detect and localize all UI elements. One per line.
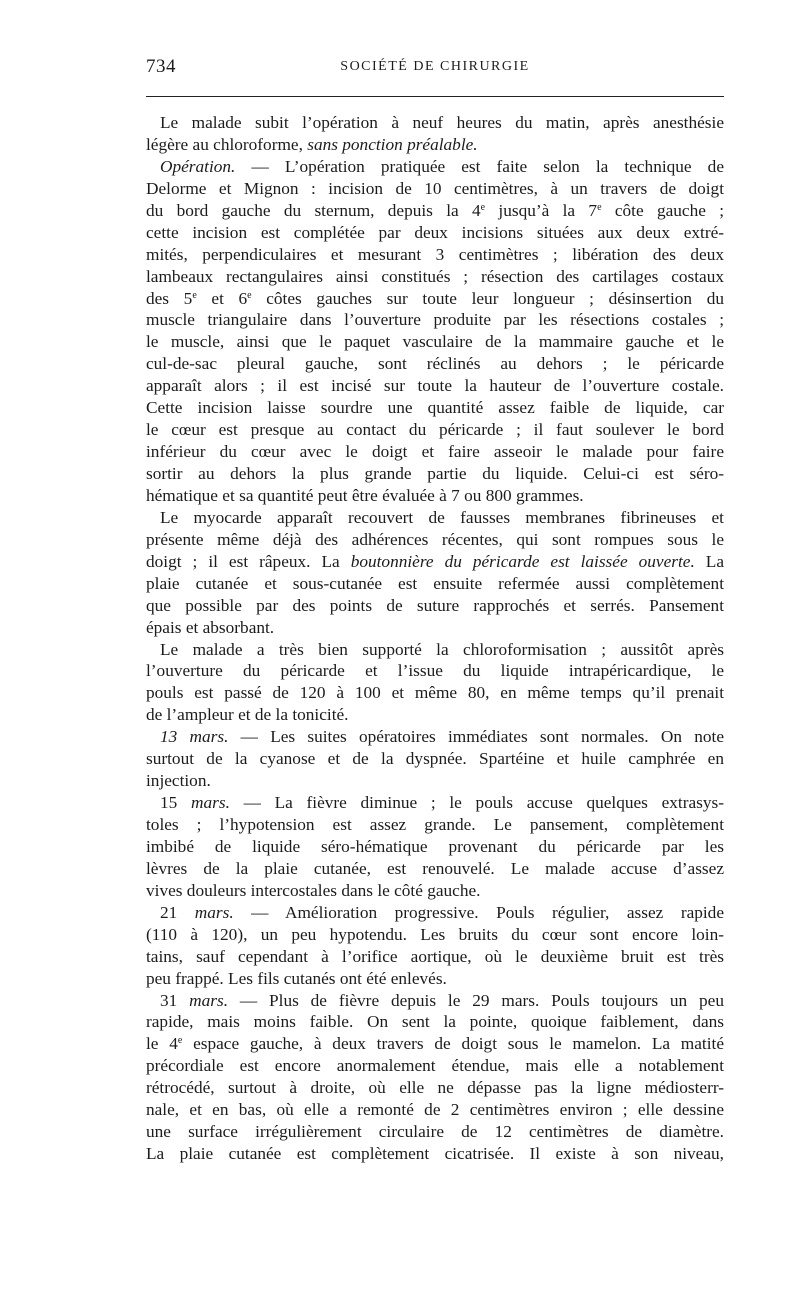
text-segment: injection. [146,771,211,791]
text-segment: jusqu’à la 7 [485,200,598,220]
text-line [146,836,724,858]
text-segment: La plaie cutanée est complètement cicatrisée. Il existe à son niveau, [146,1144,724,1164]
italic-text: sans ponction préalable. [307,134,478,154]
text-line [146,507,724,529]
running-head: SOCIÉTÉ DE CHIRURGIE [340,59,530,74]
text-line [146,331,724,353]
text-segment: 21 [160,902,195,922]
text-line [146,156,724,178]
text-line [146,288,724,310]
text-line [146,419,724,441]
text-line [146,1121,724,1143]
text-segment: côte gauche ; [601,200,724,220]
text-line [146,946,724,968]
text-line [146,441,724,463]
text-segment: une surface irrégulièrement circulaire de 12 centimètres de diamètre. [146,1122,724,1142]
text-segment: espace gauche, à deux travers de doigt sous le mamelon. La matité [182,1034,724,1054]
text-segment: 31 [160,990,190,1010]
text-segment: lèvres de la plaie cutanée, est renouvelé. Le malade accuse d’assez [146,858,724,878]
text-line [146,704,724,726]
text-segment: du bord gauche du sternum, depuis la 4 [146,200,481,220]
text-line [146,375,724,397]
text-segment: épais et absorbant. [146,617,275,637]
text-segment: — Amélioration progressive. Pouls régulier, assez rapide [233,902,724,922]
text-line [146,222,724,244]
text-segment: hématique et sa quantité peut être évaluée à 7 ou 800 grammes. [146,485,584,505]
text-segment: — La fièvre diminue ; le pouls accuse quelques extrasys- [229,793,724,813]
text-line [146,595,724,617]
text-line [146,639,724,661]
text-line [146,1099,724,1121]
italic-text: Opération. [160,156,236,176]
text-segment: des 5 [146,288,193,308]
text-segment: Cette incision laisse sourdre une quantité assez faible de liquide, car [146,398,724,418]
text-segment: le muscle, ainsi que le paquet vasculaire de la mammaire gauche et le [146,332,724,352]
italic-text: mars. [194,902,234,922]
superscript: e [177,1035,183,1047]
text-line [146,968,724,990]
text-segment: cette incision est complétée par deux incisions situées aux deux extré- [146,222,724,242]
text-segment: le cœur est presque au contact du péricarde ; il faut soulever le bord [146,420,724,440]
text-line [146,551,724,573]
text-segment: mités, perpendiculaires et mesurant 3 centimètres ; libération des deux [146,244,724,264]
superscript: e [192,289,197,301]
text-segment: vives douleurs intercostales dans le côté gauche. [146,880,481,900]
text-segment: que possible par des points de suture rapprochés et serrés. Pansement [146,595,724,615]
text-segment: apparaît alors ; il est incisé sur toute la hauteur de l’ouverture costale. [146,376,724,396]
text-segment: lambeaux rectangulaires ainsi constitués ; résection des cartilages costaux [146,266,724,286]
text-line [146,990,724,1012]
text-segment: cul-de-sac pleural gauche, sont réclinés au dehors ; le péricarde [146,354,724,374]
text-segment: tains, sauf cependant à l’orifice aortique, où le deuxième bruit est très [146,946,724,966]
text-segment: La [694,551,724,571]
text-segment: Le myocarde apparaît recouvert de fausses membranes fibrineuses et [160,507,724,527]
italic-text: 13 mars. [160,727,229,747]
text-line [146,529,724,551]
text-segment: le 4 [146,1034,178,1054]
text-segment: présente même déjà des adhérences récentes, qui sont rompues sous le [146,529,724,549]
text-segment: de l’ampleur et de la tonicité. [146,705,349,725]
text-segment: (110 à 120), un peu hypotendu. Les bruits du cœur sont encore loin- [146,924,724,944]
text-line [146,309,724,331]
text-line [146,463,724,485]
text-segment: sortir au dehors la plus grande partie du liquide. Celui-ci est séro- [146,464,724,483]
text-segment: imbibé de liquide séro-hématique provenant du péricarde par les [146,836,724,856]
text-segment: rapide, mais moins faible. On sent la pointe, quoique faiblement, dans [146,1012,724,1032]
text-line [146,485,724,507]
text-segment: plaie cutanée et sous-cutanée est ensuite refermée aussi complètement [146,573,724,593]
text-segment: Le malade a très bien supporté la chloroformisation ; aussitôt après [160,639,724,659]
header-rule [146,96,724,97]
text-line [146,573,724,595]
page-number: 734 [146,56,176,77]
superscript: e [247,289,252,301]
text-line [146,660,724,682]
text-segment: Le malade subit l’opération à neuf heures du matin, après anesthésie [160,113,724,132]
italic-text: boutonnière du péricarde est laissée ouverte. [350,551,695,571]
text-segment: — L’opération pratiquée est faite selon la technique de [235,156,724,176]
text-segment: côtes gauches sur toute leur longueur ; désinsertion du [251,288,724,308]
text-segment: rétrocédé, surtout à droite, où elle ne dépasse pas la ligne médiosterr- [146,1078,724,1098]
text-segment: inférieur du cœur avec le doigt et faire asseoir le malade pour faire [146,442,724,462]
text-line [146,770,724,792]
text-segment: nale, et en bas, où elle a remonté de 2 centimètres environ ; elle dessine [146,1100,724,1120]
text-line [146,814,724,836]
text-line [146,726,724,748]
text-line [146,244,724,266]
text-segment: — Les suites opératoires immédiates sont normales. On note [228,727,724,747]
text-segment: toles ; l’hypotension est assez grande. Le pansement, complètement [146,815,724,834]
text-line [146,397,724,419]
text-line [146,1077,724,1099]
text-line [146,353,724,375]
text-line [146,1143,724,1165]
text-line [146,266,724,288]
text-segment: pouls est passé de 120 à 100 et même 80, en même temps qu’il prenait [146,683,724,703]
text-line [146,682,724,704]
text-line [146,792,724,814]
text-line [146,1011,724,1033]
text-line [146,134,724,156]
italic-text: mars. [189,990,229,1010]
superscript: e [480,201,486,213]
text-line [146,880,724,902]
text-segment: Delorme et Mignon : incision de 10 centimètres, à un travers de doigt [146,178,724,198]
text-segment: précordiale est encore anormalement étendue, mais elle a notablement [146,1056,724,1076]
body-text [146,112,724,1165]
text-line [146,748,724,770]
text-segment: — Plus de fièvre depuis le 29 mars. Pouls toujours un peu [228,990,724,1010]
text-line [146,924,724,946]
text-line [146,178,724,200]
text-line [146,112,724,134]
page-header [146,56,724,84]
text-line [146,858,724,880]
text-segment: 15 [160,793,191,813]
text-segment: l’ouverture du péricarde et l’issue du liquide intrapéricardique, le [146,661,724,681]
text-line [146,1055,724,1077]
text-segment: légère au chloroforme, [146,134,308,154]
text-line [146,1033,724,1055]
text-segment: muscle triangulaire dans l’ouverture produite par les résections costales ; [146,310,724,330]
text-line [146,617,724,639]
italic-text: mars. [191,793,230,813]
superscript: e [597,201,602,213]
text-segment: peu frappé. Les fils cutanés ont été enlevés. [146,968,447,988]
text-segment: doigt ; il est râpeux. La [146,551,351,571]
text-segment: surtout de la cyanose et de la dyspnée. Spartéine et huile camphrée en [146,749,724,769]
text-line [146,902,724,924]
text-line [146,200,724,222]
text-segment: et 6 [196,288,248,308]
